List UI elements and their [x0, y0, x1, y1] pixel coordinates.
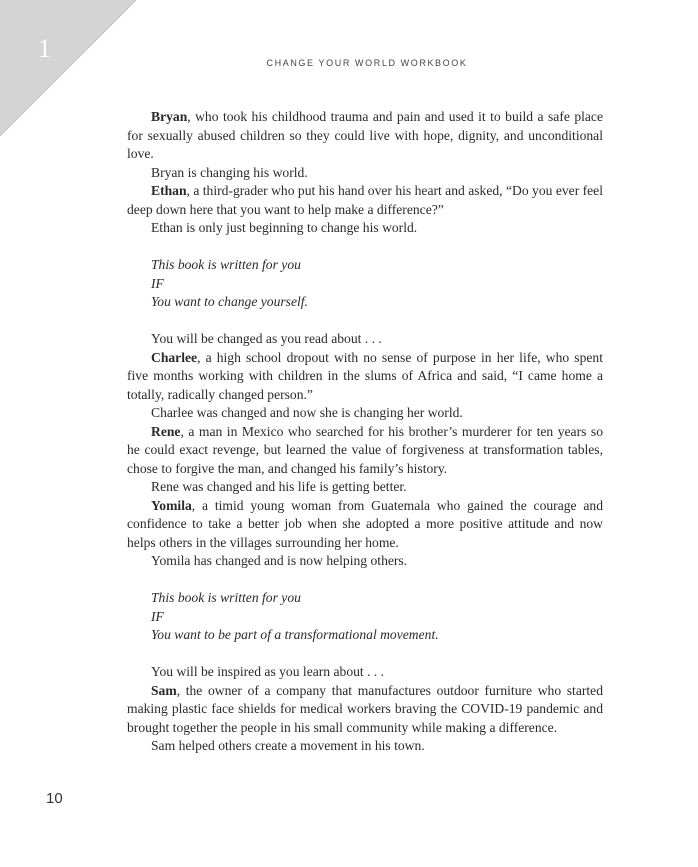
name-yomila: Yomila — [151, 497, 192, 513]
line-yomila: Yomila has changed and is now helping others. — [151, 553, 408, 568]
name-charlee: Charlee — [151, 349, 198, 365]
chapter-number: 1 — [38, 34, 51, 63]
paragraph-bryan — [127, 108, 603, 164]
italic-callout-2 — [127, 589, 603, 645]
paragraph-text: , a third-grader who put his hand over his heart and asked, “Do you ever feel deep down here that you want to help make a difference?” — [127, 183, 603, 217]
line-rene: Rene was changed and his life is getting better. — [151, 479, 407, 494]
paragraph-text: , a timid young woman from Guatemala who gained the courage and confidence to take a better job when she adopted a more positive attitude and now helps others in the villages surrounding her home. — [127, 497, 603, 550]
italic-callout-1 — [127, 256, 603, 312]
callout-line: You want to change yourself. — [151, 294, 308, 309]
paragraph-rene — [127, 423, 603, 479]
paragraph-text: , a high school dropout with no sense of purpose in her life, who spent five months working with children in the slums of Africa and said, “I came home a totally, radically changed person.” — [127, 349, 603, 402]
paragraph-text: , who took his childhood trauma and pain and used it to build a safe place for sexually abused children so they could live with hope, dignity, and unconditional love. — [127, 109, 603, 161]
body-text — [127, 108, 603, 756]
line-ethan: Ethan is only just beginning to change his world. — [151, 220, 418, 235]
callout-line: This book is written for you — [151, 590, 301, 605]
name-bryan: Bryan — [151, 109, 188, 124]
paragraph-text: , the owner of a company that manufactures outdoor furniture who started making plastic face shields for medical workers braving the COVID-19 pandemic and brought together the people in his small community while making a difference. — [127, 682, 603, 735]
callout-line: IF — [151, 608, 164, 624]
paragraph-yomila — [127, 497, 603, 553]
paragraph-charlee — [127, 349, 603, 405]
intro-inspired: You will be inspired as you learn about . . . — [151, 664, 385, 679]
running-head: CHANGE YOUR WORLD WORKBOOK — [266, 58, 468, 68]
name-ethan: Ethan — [151, 183, 187, 198]
name-rene: Rene — [151, 423, 181, 439]
paragraph-ethan — [127, 182, 603, 219]
line-bryan: Bryan is changing his world. — [151, 164, 308, 180]
callout-line: IF — [151, 275, 164, 291]
callout-line: This book is written for you — [151, 257, 301, 272]
chapter-corner-tab — [0, 0, 140, 140]
paragraph-text: , a man in Mexico who searched for his brother’s murderer for ten years so he could exact revenge, but learned the value of forgiveness at transformation tables, chose to forgive the man, and changed his family’s history. — [127, 423, 603, 476]
callout-line: You want to be part of a transformational movement. — [151, 627, 439, 642]
line-sam: Sam helped others create a movement in his town. — [151, 738, 425, 753]
name-sam: Sam — [151, 682, 177, 698]
page-number: 10 — [46, 790, 63, 807]
paragraph-sam — [127, 682, 603, 738]
line-charlee: Charlee was changed and now she is changing her world. — [151, 405, 463, 420]
intro-changed: You will be changed as you read about . . . — [151, 331, 382, 346]
